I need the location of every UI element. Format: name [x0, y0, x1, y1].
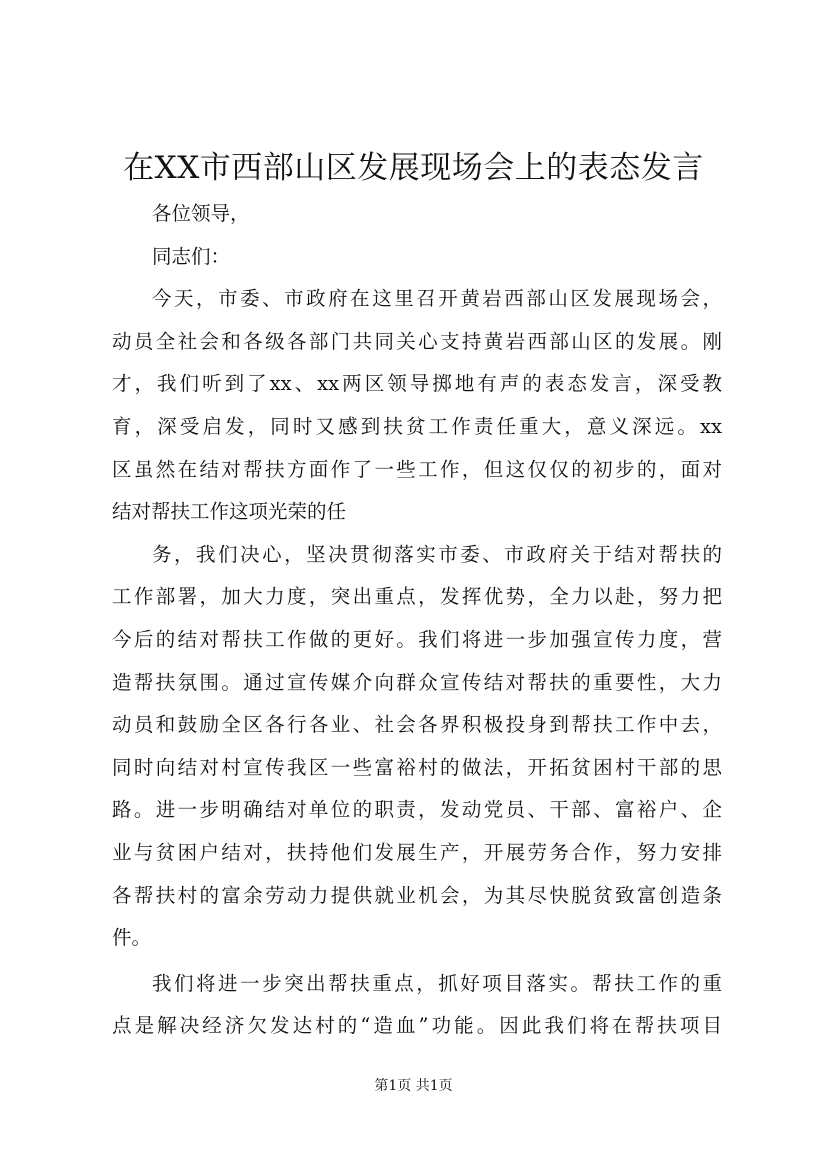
- salutation-leaders: 各位领导，: [152, 202, 250, 225]
- paragraph-line: 才，我们听到了xx、xx两区领导掷地有声的表态发言，深受教: [112, 372, 722, 396]
- paragraph-line: 同时向结对村宣传我区一些富裕村的做法，开拓贫困村干部的思: [112, 755, 722, 779]
- paragraph-line: 动员和鼓励全区各行各业、社会各界积极投身到帮扶工作中去，: [112, 713, 722, 737]
- paragraph-line: 路。进一步明确结对单位的职责，发动党员、干部、富裕户、企: [112, 798, 722, 822]
- document-body: [112, 193, 722, 1048]
- paragraph-line: 工作部署，加大力度，突出重点，发挥优势，全力以赴，努力把: [112, 585, 722, 609]
- paragraph-line: 点是解决经济欠发达村的“造血”功能。因此我们将在帮扶项目: [112, 1014, 722, 1038]
- paragraph-line: 区虽然在结对帮扶方面作了一些工作，但这仅仅的初步的，面对: [112, 457, 722, 481]
- paragraph-line: 造帮扶氛围。通过宣传媒介向群众宣传结对帮扶的重要性，大力: [112, 670, 722, 694]
- paragraph-line: 结对帮扶工作这项光荣的任: [112, 500, 347, 524]
- salutation-comrades: 同志们：: [152, 244, 231, 268]
- paragraph-line: 业与贫困户结对，扶持他们发展生产，开展劳务合作，努力安排: [112, 840, 722, 864]
- document-title: 在XX市西部山区发展现场会上的表态发言: [123, 150, 704, 186]
- paragraph-line: 务，我们决心，坚决贯彻落实市委、市政府关于结对帮扶的: [152, 542, 722, 566]
- paragraph-line: 件。: [112, 926, 152, 950]
- paragraph-line: 动员全社会和各级各部门共同关心支持黄岩西部山区的发展。刚: [112, 329, 722, 353]
- paragraph-line: 育，深受启发，同时又感到扶贫工作责任重大，意义深远。xx: [112, 414, 722, 438]
- paragraph-line: 今天，市委、市政府在这里召开黄岩西部山区发展现场会，: [152, 287, 722, 311]
- paragraph-line: 我们将进一步突出帮扶重点，抓好项目落实。帮扶工作的重: [152, 971, 722, 995]
- paragraph-line: 今后的结对帮扶工作做的更好。我们将进一步加强宣传力度，营: [112, 627, 722, 651]
- paragraph-line: 各帮扶村的富余劳动力提供就业机会，为其尽快脱贫致富创造条: [112, 883, 722, 907]
- page-footer: 第1页 共1页: [374, 1078, 453, 1094]
